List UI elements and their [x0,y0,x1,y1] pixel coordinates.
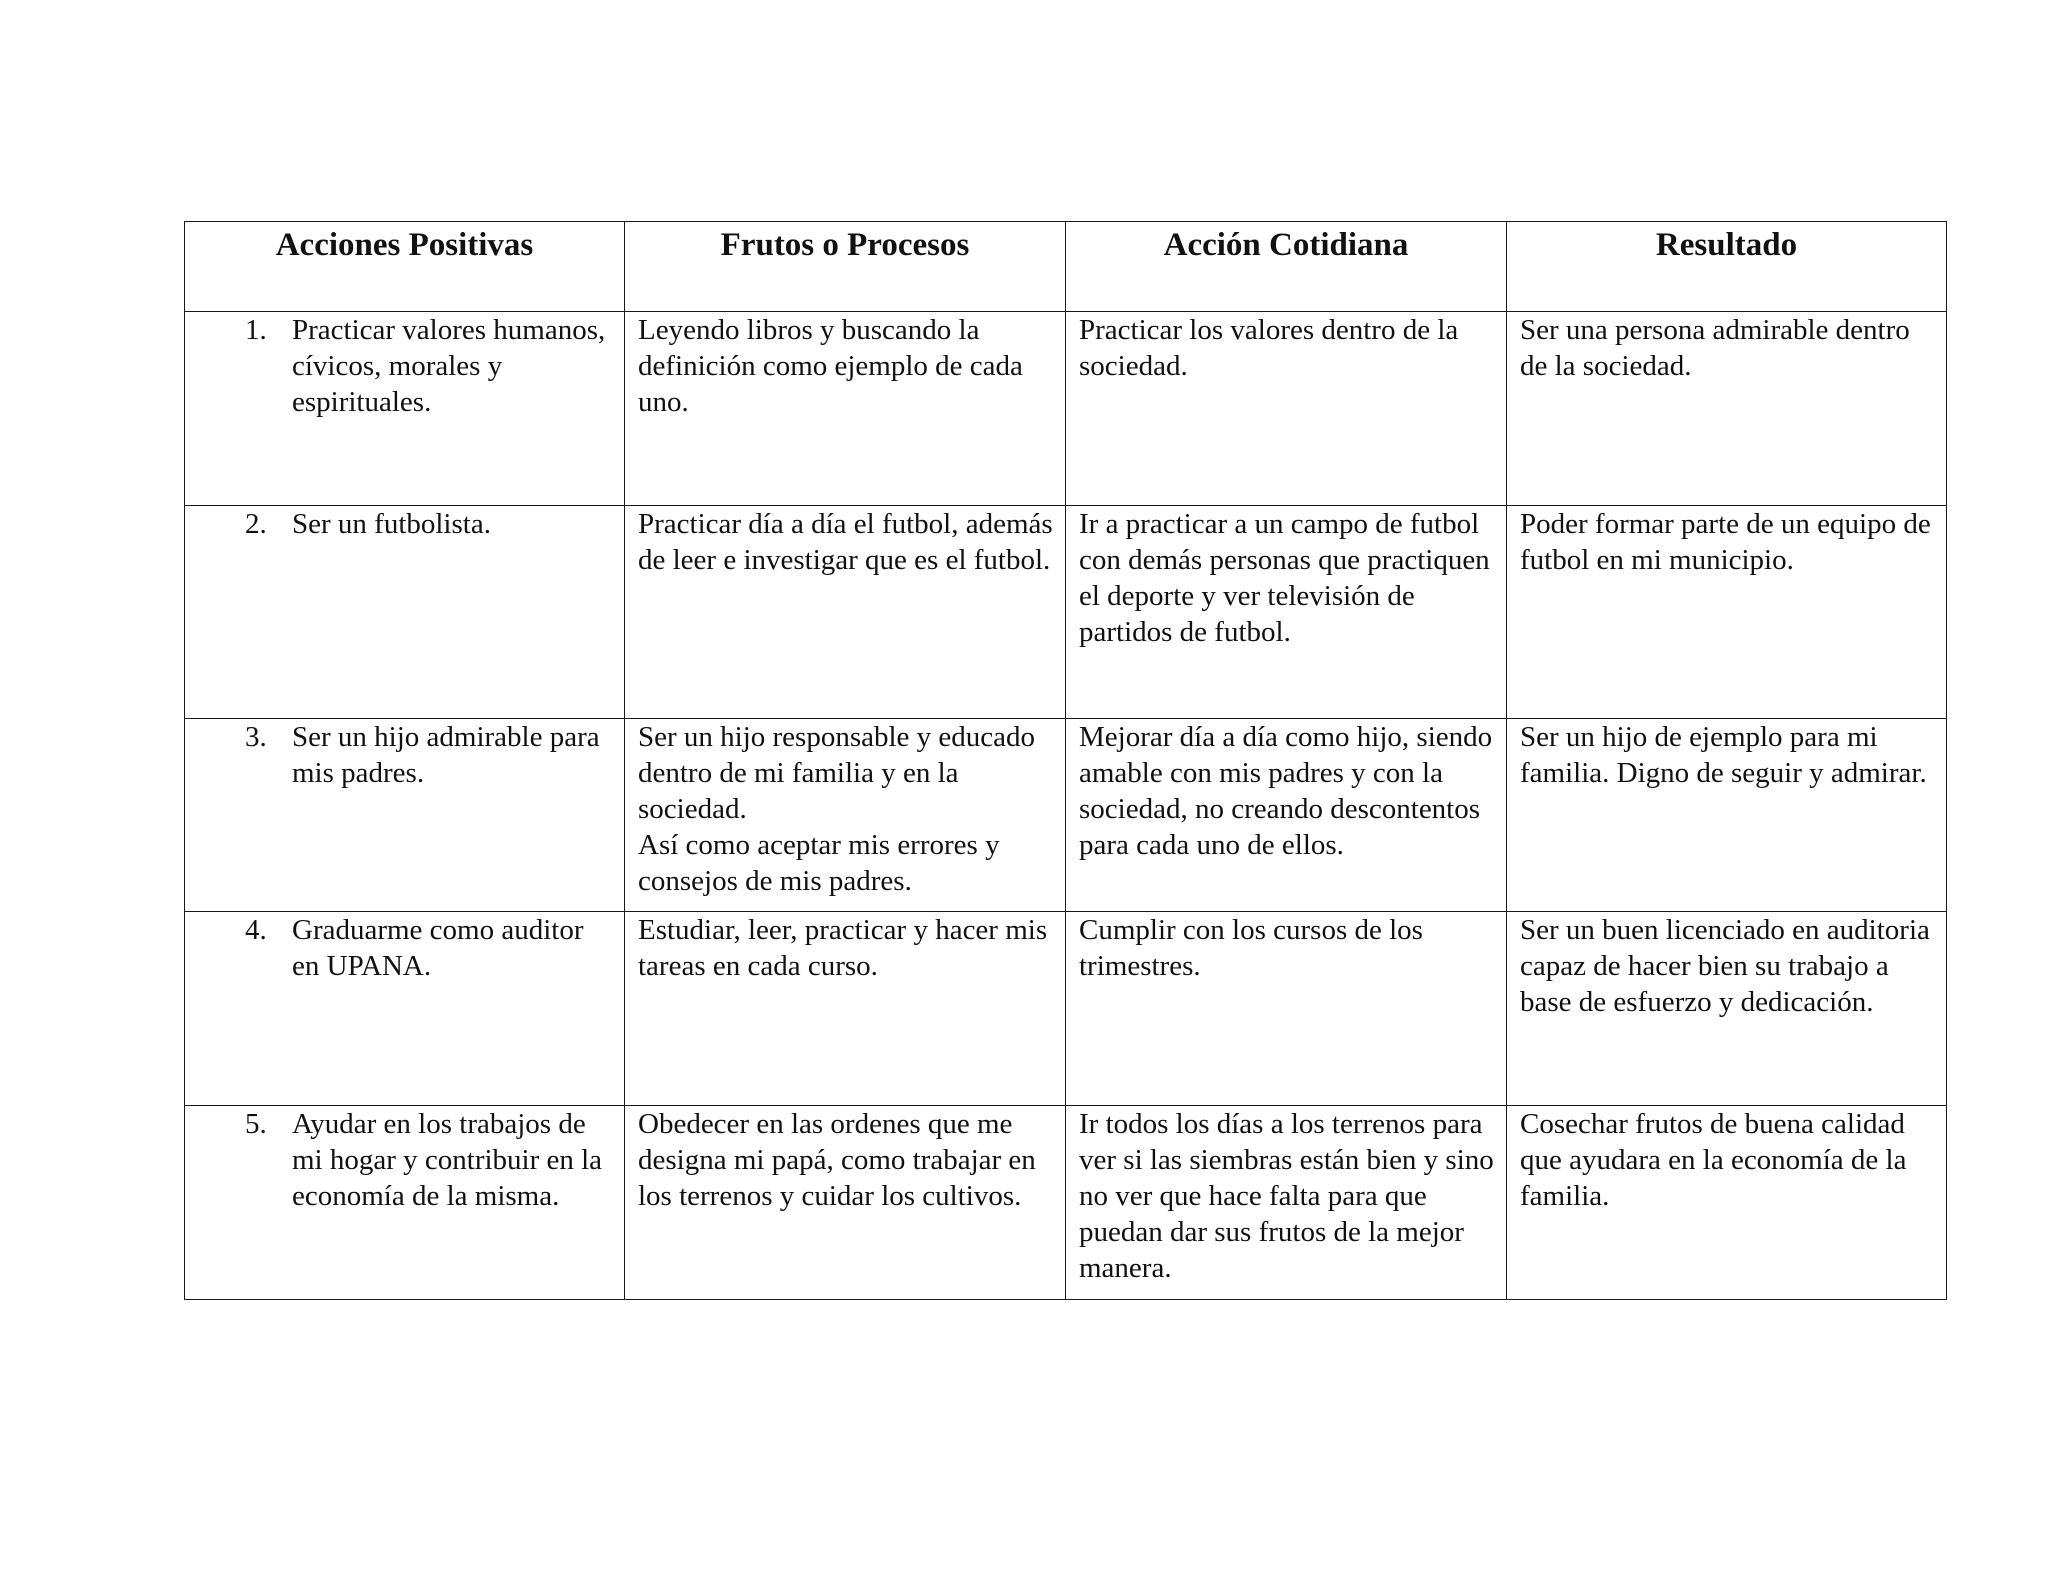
frutos-paragraph-2: Así como aceptar mis errores y consejos de mis padres. [638,829,1000,897]
table-header-row [185,222,1947,312]
header-frutos-o-procesos: Frutos o Procesos [625,222,1066,312]
frutos-paragraph-1: Ser un hijo responsable y educado dentro de mi familia y en la sociedad. [638,721,1036,825]
cell-frutos: Estudiar, leer, practicar y hacer mis tareas en cada curso. [625,912,1066,1106]
accion-text: Ayudar en los trabajos de mi hogar y contribuir en la economía de la misma. [292,1108,603,1212]
row-number: 1. [245,314,267,346]
cell-resultado: Ser un hijo de ejemplo para mi familia. Digno de seguir y admirar. [1507,719,1947,912]
cell-cotidiana: Cumplir con los cursos de los trimestres. [1066,912,1507,1106]
cell-frutos: Practicar día a día el futbol, además de leer e investigar que es el futbol. [625,506,1066,719]
cell-accion [185,719,625,912]
cell-frutos: Leyendo libros y buscando la definición como ejemplo de cada uno. [625,312,1066,506]
table-row [185,1106,1947,1300]
cell-accion [185,1106,625,1300]
cell-resultado: Cosechar frutos de buena calidad que ayudara en la economía de la familia. [1507,1106,1947,1300]
cell-cotidiana: Practicar los valores dentro de la sociedad. [1066,312,1507,506]
row-number: 5. [245,1108,267,1140]
header-resultado: Resultado [1507,222,1947,312]
table-row [185,312,1947,506]
row-number: 4. [245,914,267,946]
accion-text: Graduarme como auditor en UPANA. [292,914,584,982]
cell-frutos: Obedecer en las ordenes que me designa mi papá, como trabajar en los terrenos y cuidar los cultivos. [625,1106,1066,1300]
cell-cotidiana: Ir a practicar a un campo de futbol con demás personas que practiquen el deporte y ver televisión de partidos de futbol. [1066,506,1507,719]
header-accion-cotidiana: Acción Cotidiana [1066,222,1507,312]
table-row [185,719,1947,912]
cell-cotidiana: Mejorar día a día como hijo, siendo amable con mis padres y con la sociedad, no creando descontentos para cada uno de ellos. [1066,719,1507,912]
cell-resultado: Ser una persona admirable dentro de la sociedad. [1507,312,1947,506]
table-row [185,912,1947,1106]
accion-text: Practicar valores humanos, cívicos, morales y espirituales. [292,314,606,418]
row-number: 2. [245,508,267,540]
cell-cotidiana: Ir todos los días a los terrenos para ver si las siembras están bien y sino no ver que hace falta para que puedan dar sus frutos de la mejor manera. [1066,1106,1507,1300]
table-row [185,506,1947,719]
accion-text: Ser un hijo admirable para mis padres. [292,721,600,789]
cell-accion [185,312,625,506]
accion-text: Ser un futbolista. [292,508,491,540]
header-acciones-positivas: Acciones Positivas [185,222,625,312]
cell-resultado: Ser un buen licenciado en auditoria capaz de hacer bien su trabajo a base de esfuerzo y dedicación. [1507,912,1947,1106]
action-plan-table [184,221,1947,1300]
cell-frutos [625,719,1066,912]
row-number: 3. [245,721,267,753]
cell-accion [185,506,625,719]
cell-accion [185,912,625,1106]
cell-resultado: Poder formar parte de un equipo de futbol en mi municipio. [1507,506,1947,719]
